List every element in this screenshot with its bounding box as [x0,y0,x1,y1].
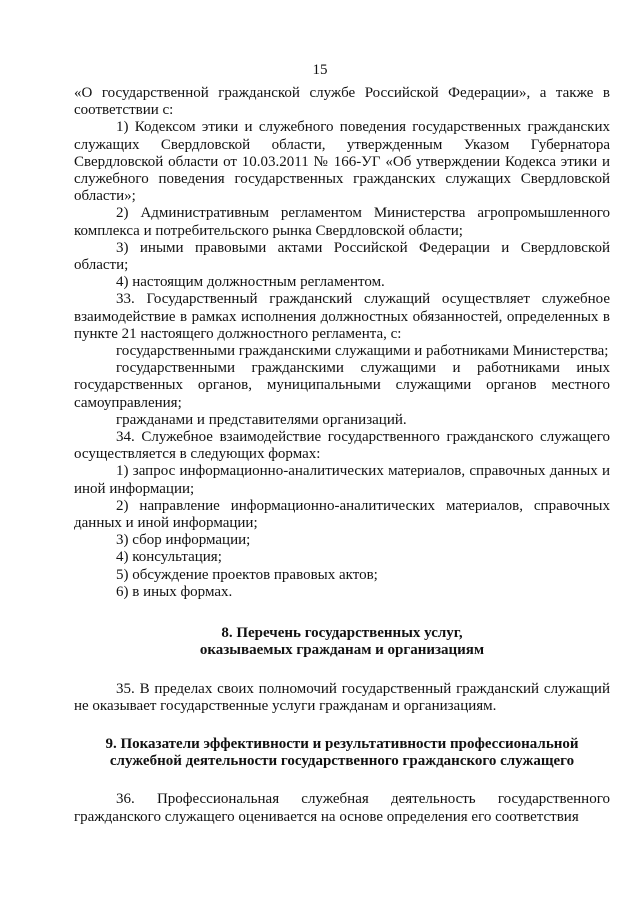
paragraph: 33. Государственный гражданский служащий осуществляет служебное взаимодействие в рамках исполнения должностных обязанностей, определенных в пункте 21 настоящего должностного регламента, с: [74,291,610,342]
section-8-heading [74,625,610,659]
paragraph: 1) Кодексом этики и служебного поведения государственных гражданских служащих Свердловской области, утвержденным Указом Губернатора Свердловской области от 10.03.2011 № 166-УГ «Об утверждении Кодекса этики и служебного поведения государственных гражданских служащих Свердловской области»; [74,119,610,205]
paragraph: гражданами и представителями организаций. [116,411,407,428]
paragraph: 6) в иных формах. [116,583,233,600]
paragraph: 4) консультация; [116,549,222,566]
section-9-heading-line-2: служебной деятельности государственного гражданского служащего [109,753,575,770]
paragraph: 2) Административным регламентом Министерства агропромышленного комплекса и потребительского рынка Свердловской области; [74,205,610,239]
section-9-heading-line-1: 9. Показатели эффективности и результативности профессиональной [105,735,579,752]
page-number: 15 [312,62,328,78]
paragraph: государственными гражданскими служащими и работниками Министерства; [116,343,609,360]
paragraph: 4) настоящим должностным регламентом. [116,274,385,291]
paragraph-35: 35. В пределах своих полномочий государственный гражданский служащий не оказывает государственные услуги гражданам и организациям. [74,680,610,714]
paragraph-36: 36. Профессиональная служебная деятельность государственного гражданского служащего оценивается на основе определения его соответствия [74,791,610,825]
document-body [74,85,610,826]
paragraph: 3) иными правовыми актами Российской Федерации и Свердловской области; [74,239,610,274]
paragraph: 34. Служебное взаимодействие государственного гражданского служащего осуществляется в следующих формах: [74,429,610,463]
paragraph: государственными гражданскими служащими и работниками иных государственных органов, муниципальными служащими органов местного самоуправления; [74,360,610,411]
paragraph: 3) сбор информации; [116,532,251,549]
paragraphs-top [74,85,610,601]
paragraph: 5) обсуждение проектов правовых актов; [116,566,378,583]
paragraph: 2) направление информационно-аналитических материалов, справочных данных и иной информации; [74,497,610,532]
section-8-heading-line-2: оказываемых гражданам и организациям [199,642,485,659]
section-9-heading [74,736,610,770]
paragraph: «О государственной гражданской службе Российской Федерации», а также в соответствии с: [74,85,610,119]
section-8-heading-line-1: 8. Перечень государственных услуг, [221,625,463,642]
paragraph: 1) запрос информационно-аналитических материалов, справочных данных и иной информации; [74,463,610,497]
